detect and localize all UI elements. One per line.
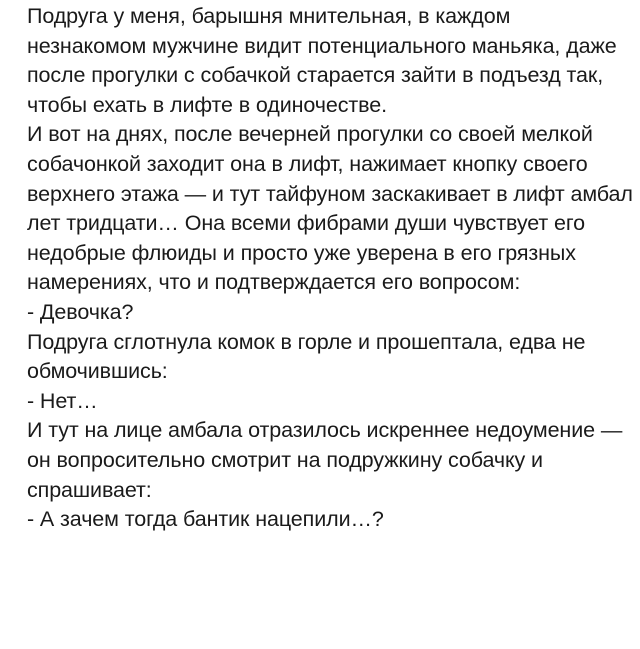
story-paragraph-2: И вот на днях, после вечерней прогулки со своей мелкой собачонкой заходит она в лифт, нажимает кнопку своего верхнего этажа — и тут тайфуном заскакивает в лифт амбал лет тридцати… Она всеми фибрами души чувствует его недобрые флюиды и просто уже уверена в его грязных намерениях, что и подтверждается его вопросом: xyxy=(27,122,633,295)
story-paragraph-5: - Нет… xyxy=(27,388,98,413)
story-paragraph-3: - Девочка? xyxy=(27,299,134,324)
story-text xyxy=(27,2,633,535)
story-paragraph-4: Подруга сглотнула комок в горле и прошептала, едва не обмочившись: xyxy=(27,329,586,384)
story-paragraph-7: - А зачем тогда бантик нацепили…? xyxy=(27,507,384,532)
story-paragraph-1: Подруга у меня, барышня мнительная, в каждом незнакомом мужчине видит потенциального маньяка, даже после прогулки с собачкой старается зайти в подъезд так, чтобы ехать в лифте в одиночестве. xyxy=(27,4,617,117)
story-paragraph-6: И тут на лице амбала отразилось искреннее недоумение — он вопросительно смотрит на подружкину собачку и спрашивает: xyxy=(27,418,623,502)
